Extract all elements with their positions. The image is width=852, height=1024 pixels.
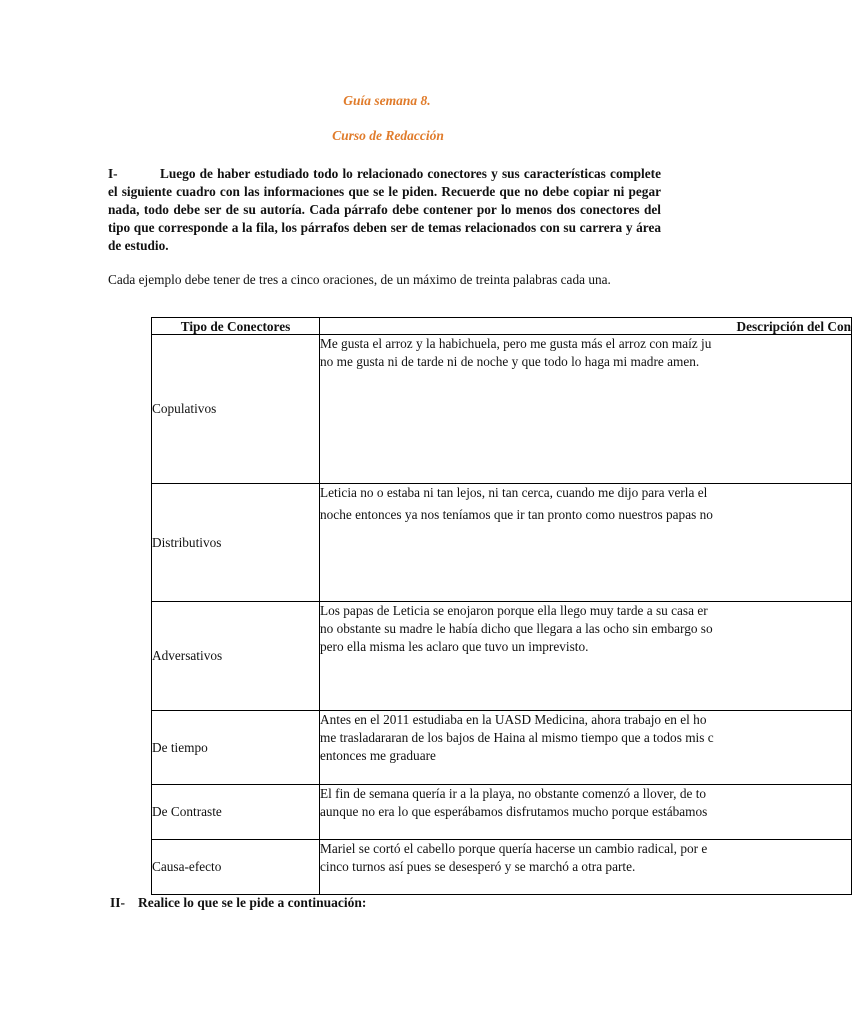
section-two-number: II- [110, 895, 126, 910]
description-line: Leticia no o estaba ni tan lejos, ni tan cerca, cuando me dijo para verla el [320, 485, 708, 500]
instructions-number: I- [108, 166, 118, 181]
description-line: Me gusta el arroz y la habichuela, pero me gusta más el arroz con maíz ju [320, 336, 712, 351]
connector-type-cell: Distributivos [152, 484, 320, 602]
table-row [152, 785, 852, 840]
connector-type-cell: De Contraste [152, 785, 320, 840]
instructions-paragraph [108, 165, 661, 255]
section-two-text: Realice lo que se le pide a continuación: [138, 895, 367, 910]
description-line: no me gusta ni de tarde ni de noche y que todo lo haga mi madre amen. [320, 354, 700, 369]
description-cell[interactable] [320, 484, 852, 602]
connector-type-cell: De tiempo [152, 711, 320, 785]
instructions-text: Luego de haber estudiado todo lo relacionado conectores y sus características complete el siguiente cuadro con las informaciones que se le piden. Recuerde que no debe copiar ni pegar nada, todo debe ser de su autoría. Cada párrafo debe contener por lo menos dos conectores del tipo que corresponde a la fila, los párrafos deben ser de temas relacionados con su carrera y área de estudio. [108, 166, 661, 253]
connector-type-cell: Adversativos [152, 602, 320, 711]
description-line: Mariel se cortó el cabello porque quería hacerse un cambio radical, por e [320, 841, 708, 856]
description-line: pero ella misma les aclaro que tuvo un imprevisto. [320, 639, 589, 654]
description-line: Los papas de Leticia se enojaron porque ella llego muy tarde a su casa er [320, 603, 708, 618]
table-row [152, 602, 852, 711]
table-row [152, 711, 852, 785]
connector-type-cell: Copulativos [152, 335, 320, 484]
description-line: entonces me graduare [320, 748, 436, 763]
document-title: Guía semana 8. [343, 93, 431, 108]
description-line: no obstante su madre le había dicho que llegara a las ocho sin embargo so [320, 621, 713, 636]
table-row [152, 840, 852, 895]
description-line: noche entonces ya nos teníamos que ir tan pronto como nuestros papas no [320, 507, 713, 522]
description-line: aunque no era lo que esperábamos disfrutamos mucho porque estábamos [320, 804, 708, 819]
description-cell[interactable] [320, 785, 852, 840]
header-connector-type: Tipo de Conectores [152, 318, 320, 335]
description-cell[interactable] [320, 711, 852, 785]
description-line: cinco turnos así pues se desesperó y se marchó a otra parte. [320, 859, 636, 874]
connector-type-cell: Causa-efecto [152, 840, 320, 895]
example-note: Cada ejemplo debe tener de tres a cinco oraciones, de un máximo de treinta palabras cada una. [108, 272, 611, 287]
header-description: Descripción del Con [320, 318, 852, 335]
description-line: Antes en el 2011 estudiaba en la UASD Medicina, ahora trabajo en el ho [320, 712, 707, 727]
table-row [152, 335, 852, 484]
description-cell[interactable] [320, 335, 852, 484]
description-line: me trasladararan de los bajos de Haina al mismo tiempo que a todos mis c [320, 730, 714, 745]
description-cell[interactable] [320, 602, 852, 711]
connectors-table [151, 317, 852, 895]
table-row [152, 484, 852, 602]
description-line: El fin de semana quería ir a la playa, no obstante comenzó a llover, de to [320, 786, 707, 801]
document-subtitle: Curso de Redacción [332, 128, 444, 143]
section-two-heading [110, 895, 366, 911]
table-header-row [152, 318, 852, 335]
description-cell[interactable] [320, 840, 852, 895]
